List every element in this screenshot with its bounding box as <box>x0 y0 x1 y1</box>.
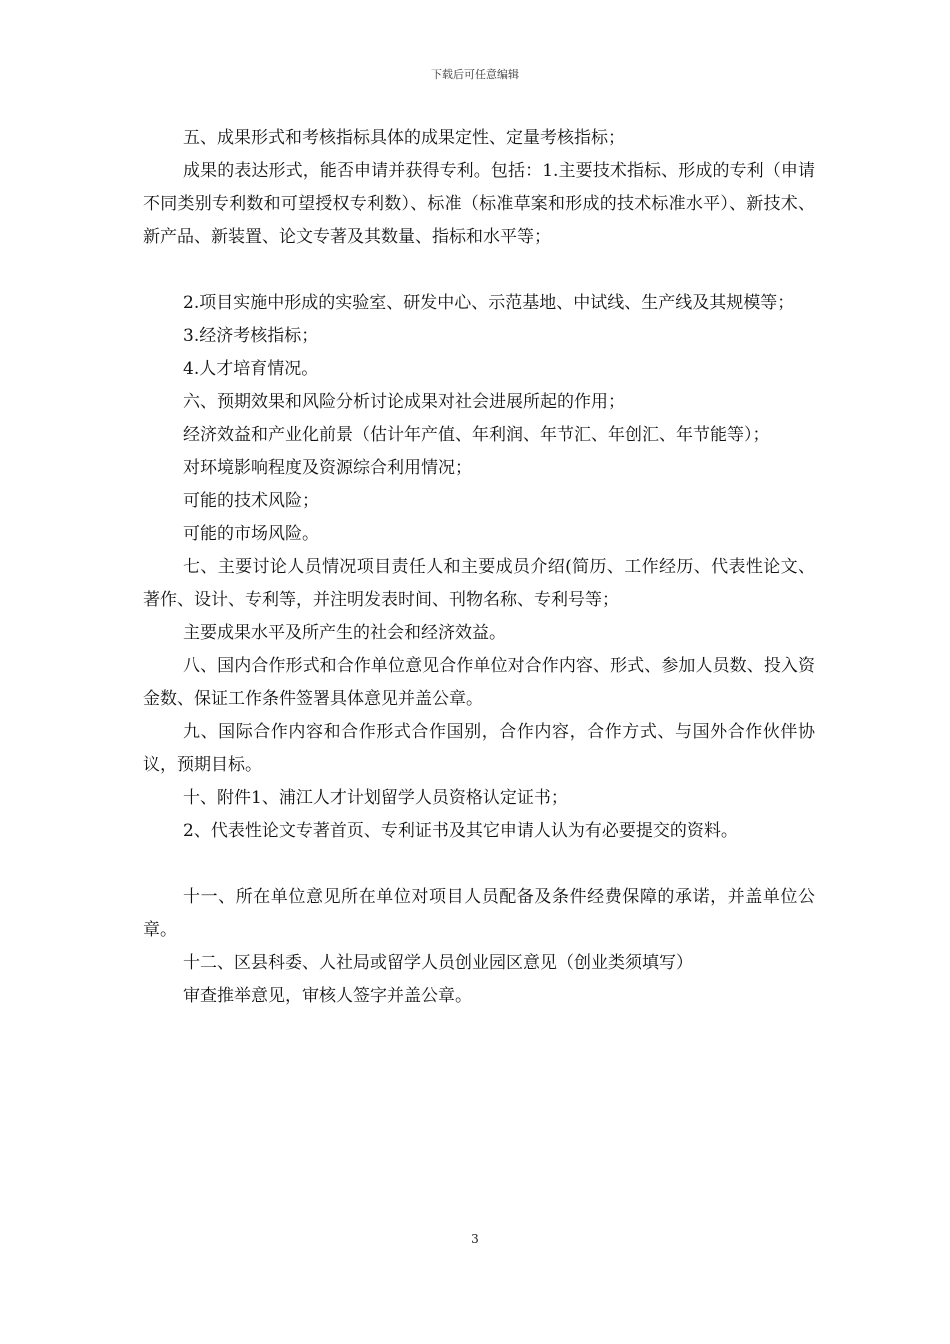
blank-line <box>143 254 815 287</box>
paragraph: 成果的表达形式，能否申请并获得专利。包括：1.主要技术指标、形成的专利（申请不同类别专利数和可望授权专利数）、标准（标准草案和形成的技术标准水平）、新技术、新产品、新装置、论文专著及其数量、指标和水平等； <box>143 161 815 247</box>
paragraph: 3.经济考核指标； <box>183 326 319 346</box>
paragraph: 十一、所在单位意见所在单位对项目人员配备及条件经费保障的承诺，并盖单位公章。 <box>143 887 815 940</box>
page-number: 3 <box>471 1232 479 1246</box>
paragraph: 2、代表性论文专著首页、专利证书及其它申请人认为有必要提交的资料。 <box>183 821 738 841</box>
paragraph: 对环境影响程度及资源综合利用情况； <box>183 458 472 478</box>
paragraph: 主要成果水平及所产生的社会和经济效益。 <box>183 623 506 643</box>
paragraph: 五、成果形式和考核指标具体的成果定性、定量考核指标； <box>183 128 625 148</box>
paragraph: 六、预期效果和风险分析讨论成果对社会进展所起的作用； <box>183 392 625 412</box>
paragraph: 审查推举意见，审核人签字并盖公章。 <box>183 986 472 1006</box>
paragraph: 经济效益和产业化前景（估计年产值、年利润、年节汇、年创汇、年节能等）； <box>183 425 770 445</box>
paragraph: 七、主要讨论人员情况项目责任人和主要成员介绍(简历、工作经历、代表性论文、著作、设计、专利等，并注明发表时间、刊物名称、专利号等； <box>143 557 815 610</box>
page-header: 下载后可任意编辑 <box>431 68 519 81</box>
paragraph: 可能的市场风险。 <box>183 524 319 544</box>
document-body <box>143 122 815 1013</box>
paragraph: 十、附件1、浦江人才计划留学人员资格认定证书； <box>183 788 568 808</box>
paragraph: 十二、区县科委、人社局或留学人员创业园区意见（创业类须填写） <box>183 953 693 973</box>
blank-line <box>143 848 815 881</box>
paragraph: 九、国际合作内容和合作形式合作国别，合作内容，合作方式、与国外合作伙伴协议，预期目标。 <box>143 722 815 775</box>
paragraph: 2.项目实施中形成的实验室、研发中心、示范基地、中试线、生产线及其规模等； <box>183 293 795 313</box>
paragraph: 八、国内合作形式和合作单位意见合作单位对合作内容、形式、参加人员数、投入资金数、保证工作条件签署具体意见并盖公章。 <box>143 656 815 709</box>
paragraph: 可能的技术风险； <box>183 491 319 511</box>
paragraph: 4.人才培育情况。 <box>183 359 319 379</box>
